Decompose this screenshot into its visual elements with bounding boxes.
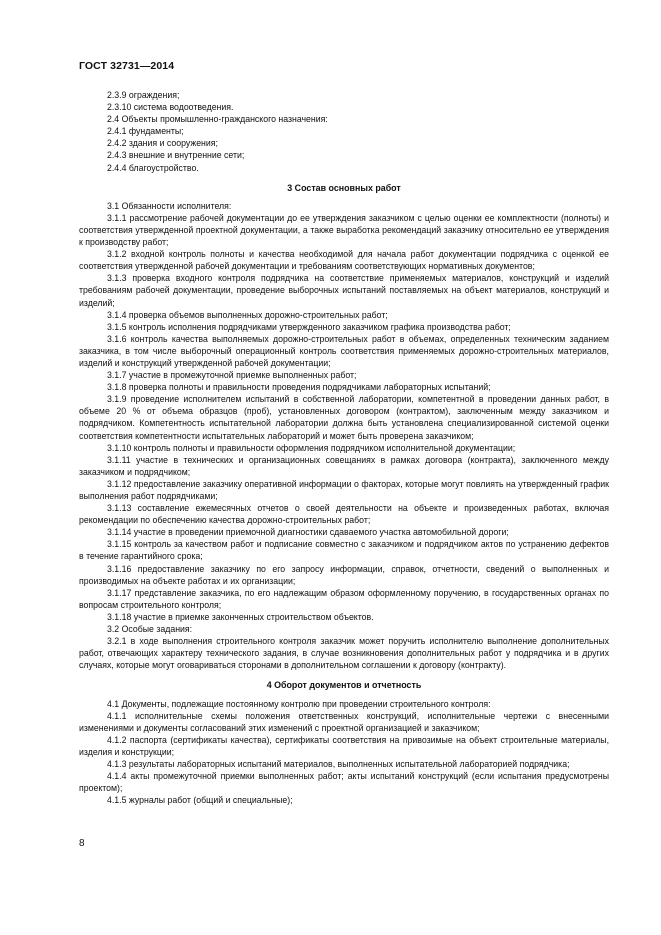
paragraph: 3.1.16 предоставление заказчику по его запросу информации, справок, отчетности, сведений о выполненных и производимых на объекте работах и их организации;	[79, 563, 609, 586]
paragraph: 3.1.12 предоставление заказчику оперативной информации о факторах, которые могут повлиять на утвержденный график выполнения работ подрядчиками;	[79, 478, 609, 501]
paragraph: 4.1.2 паспорта (сертификаты качества), сертификаты соответствия на привозимые на объект строительные материалы, изделия и конструкции;	[79, 734, 609, 757]
paragraph: 3.1.17 представление заказчика, по его надлежащим образом оформленному поручению, в государственных органах по вопросам строительного контроля;	[79, 587, 609, 610]
paragraph: 3.1.18 участие в приемке законченных строительством объектов.	[107, 611, 374, 622]
page-body	[79, 89, 609, 806]
paragraph: 3.1.10 контроль полноты и правильности оформления подрядчиком исполнительной документации;	[107, 442, 516, 453]
list-item: 2.4.3 внешние и внутренние сети;	[107, 150, 245, 161]
paragraph: 3.1.8 проверка полноты и правильности проведения подрядчиками лабораторных испытаний;	[107, 382, 491, 393]
paragraph: 3.1.6 контроль качества выполняемых дорожно-строительных работ в объемах, определенных техническим заданием заказчика, в том числе выборочный операционный контроль соответствия применяемых дорожно-строительных материалов, изделий и конструкций утвержденной рабочей документации;	[79, 333, 609, 368]
paragraph: 3.1.9 проведение исполнителем испытаний в собственной лаборатории, компетентной в проведении данных работ, в объеме 20 % от объема образцов (проб), установленных договором (контрактом), заключенным между заказчиком и подрядчиком. Компетентность испытательной лаборатории должна быть установлена специализированной системой оценки соответствия компетентности испытательных лабораторий и может быть проверена заказчиком;	[79, 394, 609, 441]
paragraph: 3.1.11 участие в технических и организационных совещаниях в рамках договора (контракта), заключенного между заказчиком и подрядчиком;	[79, 454, 609, 477]
paragraph: 3.1.3 проверка входного контроля подрядчика на соответствие применяемых материалов, конструкций и изделий требованиям рабочей документации, проведение выборочных испытаний поставляемых на объект материалов, конструкций и изделий;	[79, 273, 609, 308]
list-items	[79, 89, 609, 174]
list-item: 2.4 Объекты промышленно-гражданского назначения:	[107, 114, 328, 125]
list-item: 2.3.9 ограждения;	[107, 90, 180, 100]
list-item: 2.3.10 система водоотведения.	[107, 102, 234, 113]
list-item: 2.4.2 здания и сооружения;	[107, 138, 218, 149]
paragraph: 4.1.4 акты промежуточной приемки выполненных работ; акты испытаний конструкций (если испытания предусмотрены проектом);	[79, 771, 609, 794]
paragraph: 4.1.3 результаты лабораторных испытаний материалов, выполненных испытательной лабораторией подрядчика;	[107, 758, 570, 769]
section-3-body	[79, 200, 609, 672]
list-item: 2.4.1 фундаменты;	[107, 126, 184, 137]
paragraph: 4.1.1 исполнительные схемы положения ответственных конструкций, исполнительные чертежи с внесенными изменениями и документы согласований этих изменений с проектной организацией и заказчиком;	[79, 710, 609, 733]
paragraph: 4.1.5 журналы работ (общий и специальные);	[107, 795, 293, 806]
paragraph: 3.1.7 участие в промежуточной приемке выполненных работ;	[107, 370, 357, 381]
paragraph: 3.1.14 участие в проведении приемочной диагностики сдаваемого участка автомобильной дороги;	[107, 527, 509, 538]
section-4-title: 4 Оборот документов и отчетность	[266, 680, 422, 691]
paragraph: 3.1.13 составление ежемесячных отчетов о своей деятельности на объекте и произведенных работах, включая рекомендации по обеспечению качества дорожно-строительных работ;	[79, 503, 609, 526]
paragraph: 3.2.1 в ходе выполнения строительного контроля заказчик может поручить исполнителю выполнение дополнительных работ, отвечающих характеру технического задания, в случае возникновения дополнительных работ у подрядчика и в других случаях, которые могут оговариваться сторонами в дополнительном соглашении к договору (контракту).	[79, 636, 609, 671]
paragraph: 4.1 Документы, подлежащие постоянному контролю при проведении строительного контроля:	[107, 698, 491, 709]
paragraph: 3.2 Особые задания:	[107, 624, 193, 635]
list-item: 2.4.4 благоустройство.	[107, 162, 199, 173]
paragraph: 3.1.4 проверка объемов выполненных дорожно-строительных работ;	[107, 309, 388, 320]
document-header: ГОСТ 32731—2014	[79, 60, 175, 72]
paragraph: 3.1.15 контроль за качеством работ и подписание совместно с заказчиком и подрядчиком актов по устранению дефектов в течение гарантийного срока;	[79, 539, 609, 562]
paragraph: 3.1 Обязанности исполнителя:	[107, 200, 232, 211]
page-number: 8	[79, 838, 85, 849]
paragraph: 3.1.5 контроль исполнения подрядчиками утвержденного заказчиком графика производства работ;	[107, 321, 511, 332]
section-4-body	[79, 698, 609, 807]
paragraph: 3.1.2 входной контроль полноты и качества необходимой для начала работ документации подрядчика с оценкой ее соответствия утвержденной рабочей документации и требованиям соответствующих нормативных документов;	[79, 249, 609, 272]
section-3-title: 3 Состав основных работ	[287, 182, 401, 193]
paragraph: 3.1.1 рассмотрение рабочей документации до ее утверждения заказчиком с целью оценки ее комплектности (полноты) и соответствия утвержденной проектной документации, а также выработка рекомендаций заказчику относительно ее утверждения к производству работ;	[79, 212, 609, 248]
